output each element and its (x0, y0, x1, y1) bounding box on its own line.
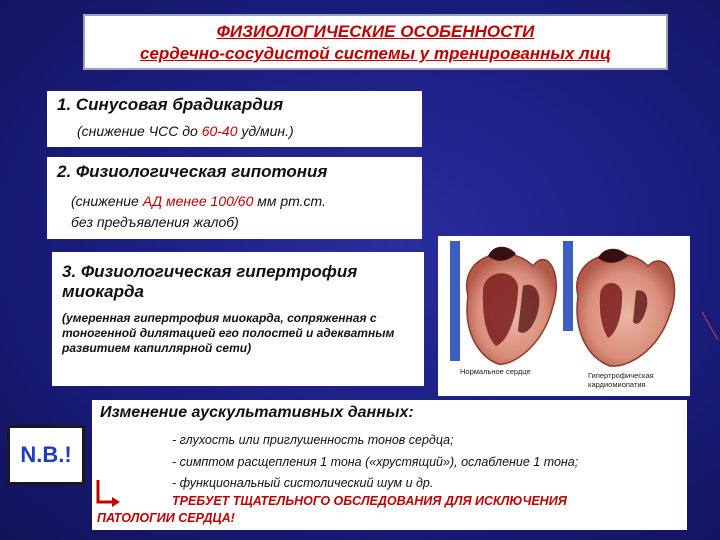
item-note: (снижение ЧСС до 60-40 уд/мин.) (77, 123, 294, 139)
auscultation-line: - симптом расщепления 1 тона («хрустящий»), ослабление 1 тона; (172, 455, 579, 469)
item-title: 2. Физиологическая гипотония (57, 162, 328, 181)
item-title: 3. Физиологическая гипертрофия миокарда (62, 262, 358, 301)
warning-line-1: ТРЕБУЕТ ТЩАТЕЛЬНОГО ОБСЛЕДОВАНИЯ ДЛЯ ИСКЛЮЧЕНИЯ (172, 494, 567, 508)
auscultation-heading: Изменение аускультативных данных: (100, 404, 414, 421)
item-note: (умеренная гипертрофия миокарда, сопряженная с тоногенной дилятацией его полостей и адекватным развитием капиллярной сети) (62, 311, 395, 355)
item-note: (снижение АД менее 100/60 мм рт.ст. без предъявления жалоб) (71, 193, 326, 230)
item-bradycardia (47, 91, 422, 147)
caption-hypertrophic-heart-2: кардиомиопатия (588, 380, 646, 389)
normal-heart-image (450, 241, 556, 364)
hypertrophic-heart-image (563, 241, 675, 366)
auscultation-line: - глухость или приглушенность тонов сердца; (172, 433, 454, 447)
warning-line-2: ПАТОЛОГИИ СЕРДЦА! (97, 511, 235, 525)
slide-subtitle: сердечно-сосудистой системы у тренированных лиц (140, 44, 611, 63)
nb-label: N.B.! (20, 442, 72, 467)
nb-badge (7, 425, 85, 485)
item-hypertrophy (52, 252, 424, 386)
auscultation-line: - функциональный систолический шум и др. (172, 476, 434, 490)
caption-normal-heart: Нормальное сердце (460, 367, 531, 376)
item-hypotension (47, 157, 422, 239)
heart-comparison-figure (438, 236, 690, 396)
decorative-line (700, 310, 720, 350)
slide-title-box (83, 14, 668, 70)
auscultation-box (92, 400, 687, 530)
item-title: 1. Синусовая брадикардия (57, 95, 284, 114)
caption-hypertrophic-heart-1: Гипертрофическая (588, 371, 654, 380)
slide-title: ФИЗИОЛОГИЧЕСКИЕ ОСОБЕННОСТИ (216, 22, 535, 41)
